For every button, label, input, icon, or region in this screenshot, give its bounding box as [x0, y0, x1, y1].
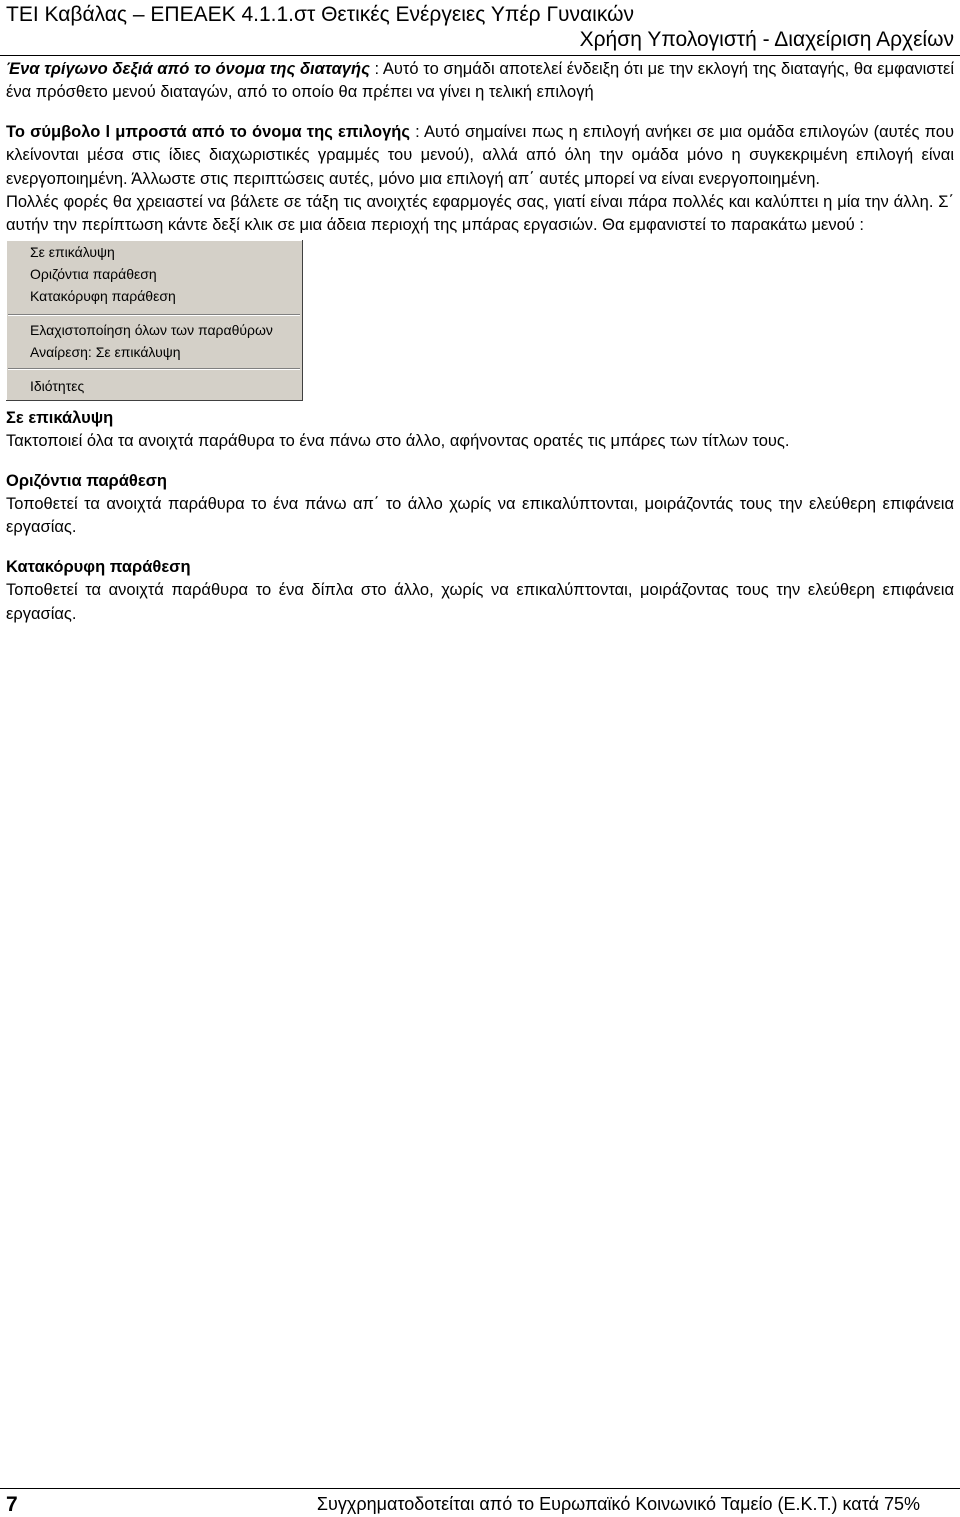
- paragraph-bullet-symbol: [6, 121, 954, 191]
- menu-item-tile-vertical[interactable]: Κατακόρυφη παράθεση: [30, 287, 176, 304]
- paragraph-bullet-lead: Το σύμβολο l μπροστά από το όνομα της επιλογής: [6, 122, 410, 141]
- header-course-title: ΤΕΙ Καβάλας – ΕΠΕΑΕΚ 4.1.1.στ Θετικές Ενέργειες Υπέρ Γυναικών: [6, 3, 634, 26]
- paragraph-arrange-windows: Πολλές φορές θα χρειαστεί να βάλετε σε τάξη τις ανοιχτές εφαρμογές σας, γιατί είναι πάρα πολλές και καλύπτει η μία την άλλη. Σ΄ αυτήν την περίπτωση κάντε δεξί κλικ σε μια άδεια περιοχή της μπάρας εργασιών. Θα εμφανιστεί το παρακάτω μενού :: [6, 193, 954, 235]
- menu-separator: [8, 368, 300, 370]
- menu-item-tile-horizontal[interactable]: Οριζόντια παράθεση: [30, 265, 157, 282]
- document-body: [6, 58, 954, 626]
- header-rule: [0, 55, 960, 56]
- section-title-tile-horizontal: Οριζόντια παράθεση: [6, 471, 168, 490]
- menu-item-undo-cascade[interactable]: Αναίρεση: Σε επικάλυψη: [30, 343, 181, 360]
- menu-item-cascade[interactable]: Σε επικάλυψη: [30, 243, 115, 260]
- paragraph-triangle-lead: Ένα τρίγωνο δεξιά από το όνομα της διαταγής: [6, 60, 370, 78]
- paragraph-triangle-text: : Αυτό το σημάδι αποτελεί ένδειξη ότι με την εκλογή της διαταγής, θα εμφανιστεί ένα πρόσθετο μενού διαταγών, από το οποίο θα πρέπει να γίνει η τελική επιλογή: [6, 60, 954, 102]
- menu-separator: [8, 314, 300, 316]
- section-text-tile-horizontal: Τοποθετεί τα ανοιχτά παράθυρα το ένα πάνω απ΄ το άλλο χωρίς να επικαλύπτονται, μοιράζοντάς τους την ελεύθερη επιφάνεια εργασίας.: [6, 495, 954, 537]
- section-title-tile-vertical: Κατακόρυφη παράθεση: [6, 557, 191, 576]
- header-topic-title: Χρήση Υπολογιστή - Διαχείριση Αρχείων: [579, 28, 954, 51]
- menu-item-minimize-all[interactable]: Ελαχιστοποίηση όλων των παραθύρων: [30, 321, 273, 338]
- funding-notice: Συγχρηματοδοτείται από το Ευρωπαϊκό Κοινωνικό Ταμείο (Ε.Κ.Τ.) κατά 75%: [316, 1494, 920, 1514]
- page-number: 7: [6, 1493, 18, 1516]
- page-footer: [0, 1488, 960, 1517]
- paragraph-triangle: [6, 58, 954, 105]
- section-text-tile-vertical: Τοποθετεί τα ανοιχτά παράθυρα το ένα δίπλα στο άλλο, χωρίς να επικαλύπτονται, μοιράζοντας τους την ελεύθερη επιφάνεια εργασίας.: [6, 581, 954, 623]
- section-text-cascade: Τακτοποιεί όλα τα ανοιχτά παράθυρα το ένα πάνω στο άλλο, αφήνοντας ορατές τις μπάρες των τίτλων τους.: [6, 432, 790, 451]
- paragraph-bullet-text: : Αυτό σημαίνει πως η επιλογή ανήκει σε μια ομάδα επιλογών (αυτές που κλείνονται μέσα στις ίδιες διαχωριστικές γραμμές του μενού), αλλά από όλη την ομάδα μόνο η συγκεκριμένη επιλογή είναι ενεργοποιημένη. Άλλωστε στις περιπτώσεις αυτές, μόνο μια επιλογή απ΄ αυτές μπορεί να είναι ενεργοποιημένη.: [6, 122, 954, 188]
- page-header: [0, 0, 960, 56]
- section-title-cascade: Σε επικάλυψη: [6, 408, 114, 427]
- taskbar-context-menu: [6, 240, 303, 401]
- menu-item-properties[interactable]: Ιδιότητες: [30, 377, 85, 394]
